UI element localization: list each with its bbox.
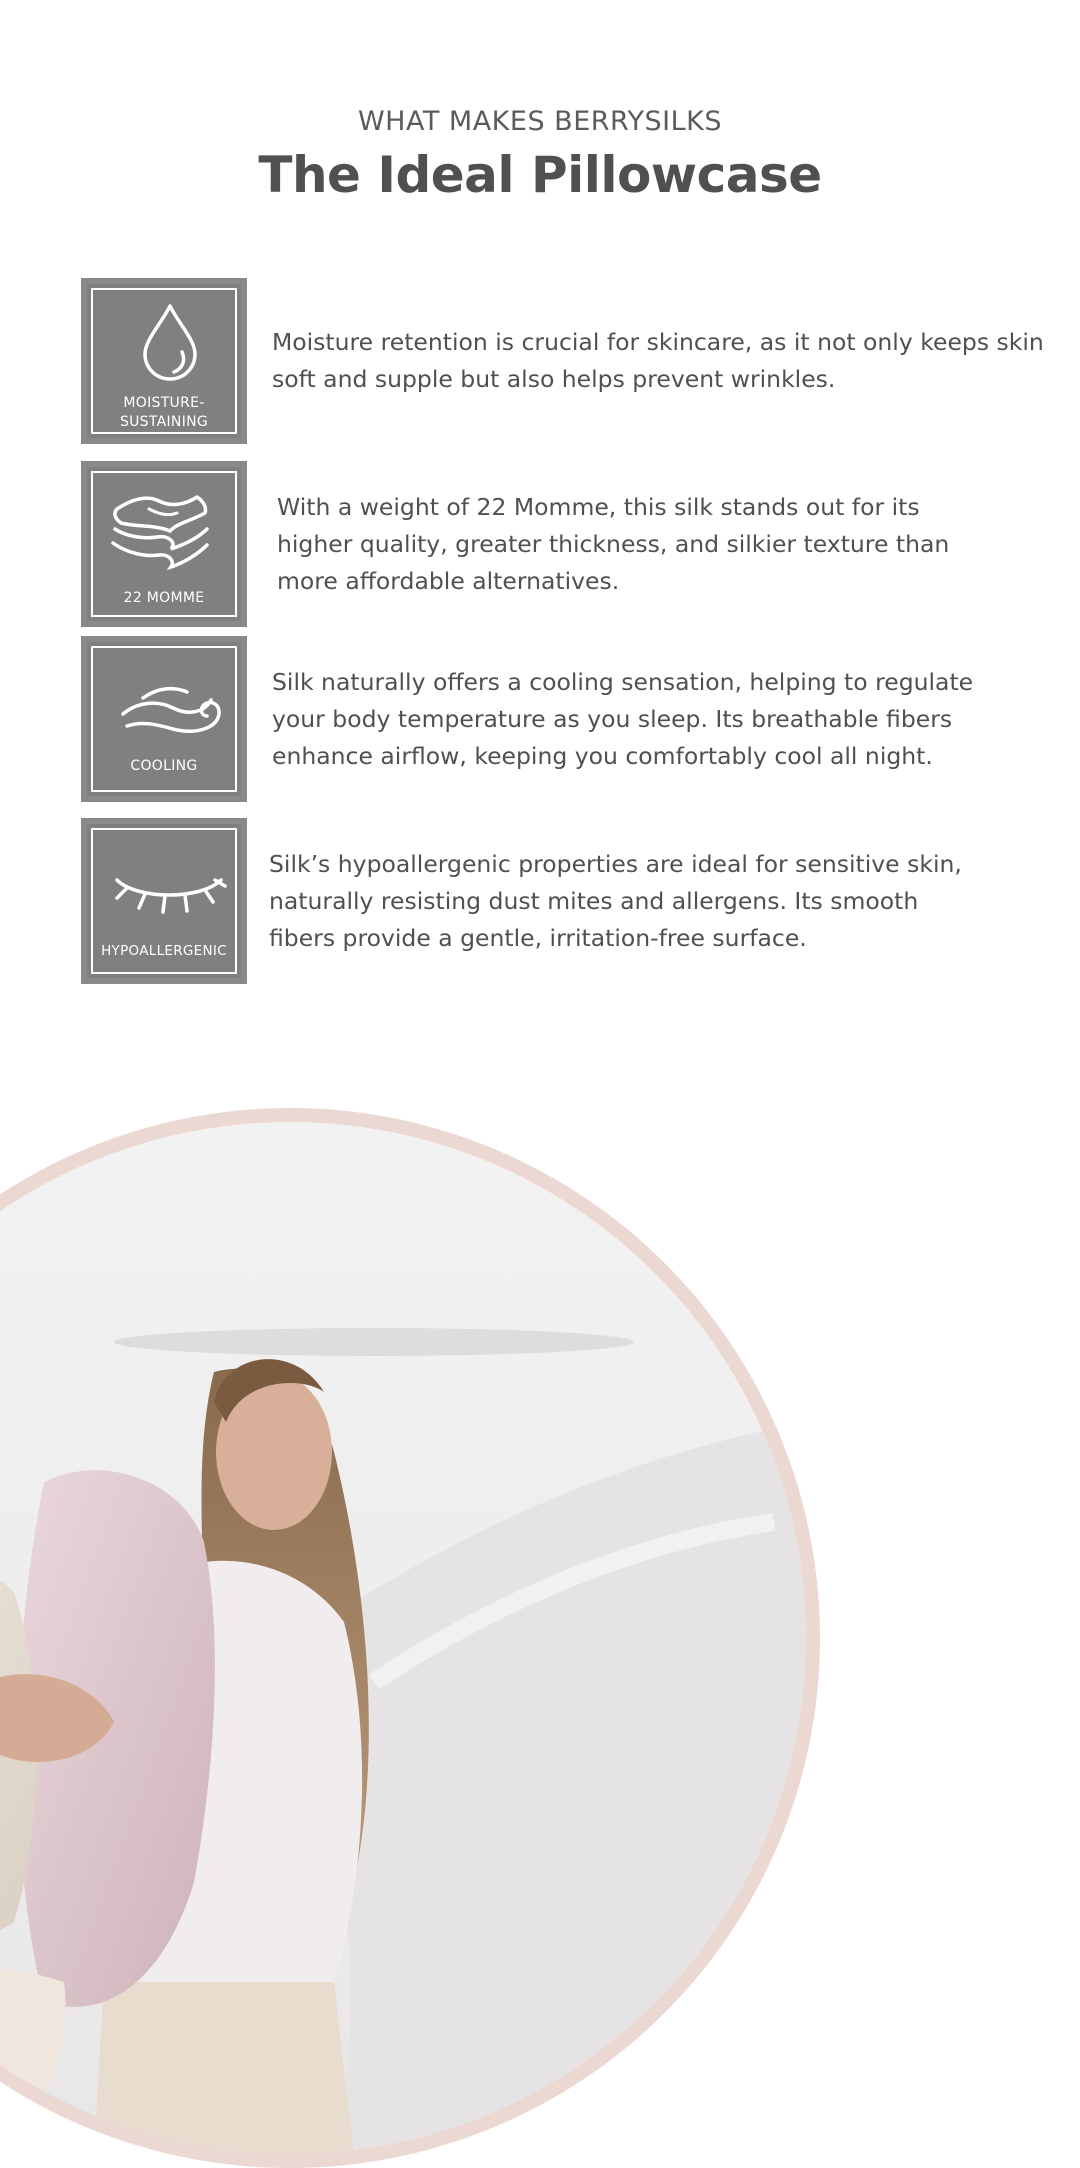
badge-label: COOLING	[130, 758, 198, 774]
feature-row-momme	[81, 461, 1001, 627]
badge-label: HYPOALLERGENIC	[101, 943, 227, 959]
badge-label: 22 MOMME	[123, 590, 205, 606]
badge-cooling	[81, 636, 247, 802]
page-title: The Ideal Pillowcase	[258, 146, 822, 204]
fabric-layers-icon	[87, 467, 253, 633]
closed-eye-icon	[87, 824, 253, 990]
breeze-icon	[87, 642, 253, 808]
feature-row-moisture	[81, 278, 1044, 444]
hero-photo-frame	[0, 1108, 820, 2168]
feature-row-hypoallergenic	[81, 818, 1001, 984]
badge-moisture	[81, 278, 247, 444]
feature-description: Silk’s hypoallergenic properties are ideal for sensitive skin, naturally resisting dust mites and allergens. Its smooth fibers provide a gentle, irritation-free surface.	[269, 849, 962, 952]
hero-photo	[0, 1122, 806, 2154]
badge-label: MOISTURE- SUSTAINING	[119, 395, 209, 430]
woman-with-silk-pillows-image	[0, 1122, 806, 2154]
badge-hypoallergenic	[81, 818, 247, 984]
section-eyebrow: WHAT MAKES BERRYSILKS	[357, 106, 723, 137]
feature-description: With a weight of 22 Momme, this silk stands out for its higher quality, greater thickness, and silkier texture than more affordable alternatives.	[277, 492, 950, 595]
feature-description: Silk naturally offers a cooling sensation, helping to regulate your body temperature as you sleep. Its breathable fibers enhance airflow, keeping you comfortably cool all night.	[272, 667, 974, 770]
badge-momme	[81, 461, 247, 627]
feature-description: Moisture retention is crucial for skincare, as it not only keeps skin soft and supple but also helps prevent wrinkles.	[272, 328, 1044, 393]
feature-row-cooling	[81, 636, 1001, 802]
